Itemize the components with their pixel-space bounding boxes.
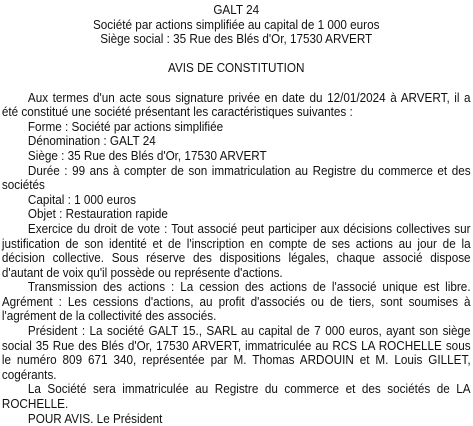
objet-line: Objet : Restauration rapide: [27, 207, 168, 222]
company-name: GALT 24: [213, 3, 260, 17]
registered-office-line: Siège social : 35 Rue des Blés d'Or, 17530 ARVERT: [100, 32, 373, 47]
capital-line: Capital : 1 000 euros: [27, 192, 136, 207]
share-transfer-paragraph: Transmission des actions : La cession des actions de l'associé unique est libre. Agrément : Les cessions d'actions, au profit d'associés ou de tiers, sont soumises à l'agrément de la collectivité des associés.: [1, 280, 471, 324]
forme-line: Forme : Société par actions simplifiée: [27, 119, 224, 134]
notice-heading: AVIS DE CONSTITUTION: [167, 61, 305, 76]
president-paragraph: Président : La société GALT 15., SARL au capital de 7 000 euros, ayant son siège social 35 Rue des Blés d'Or, 17530 ARVERT, immatriculée au RCS LA ROCHELLE sous le numéro 809 671 340, représentée par M. Thomas ARDOUIN et M. Louis GILLET, cogérants.: [1, 324, 471, 382]
legal-form-line: Société par actions simplifiée au capital de 1 000 euros: [92, 17, 380, 32]
signature-line: POUR AVIS. Le Président: [27, 411, 163, 426]
spacer: [2, 76, 471, 91]
registration-paragraph: La Société sera immatriculée au Registre du commerce et des sociétés de LA ROCHELLE.: [1, 382, 471, 412]
denomination-line: Dénomination : GALT 24: [27, 134, 156, 149]
siege-line: Siège : 35 Rue des Blés d'Or, 17530 ARVERT: [27, 148, 267, 163]
voting-rights-paragraph: Exercice du droit de vote : Tout associé peut participer aux décisions collectives sur justification de son identité et de l'inscription en compte de ses actions au jour de la décision collective. Sous réserve des dispositions légales, chaque associé dispose d'autant de voix qu'il possède ou représente d'actions.: [1, 221, 471, 280]
spacer: [2, 47, 471, 62]
intro-paragraph: Aux termes d'un acte sous signature privée en date du 12/01/2024 à ARVERT, il a été constitué une société présentant les caractéristiques suivantes :: [1, 90, 471, 120]
duree-paragraph: Durée : 99 ans à compter de son immatriculation au Registre du commerce et des sociétés: [1, 163, 471, 193]
